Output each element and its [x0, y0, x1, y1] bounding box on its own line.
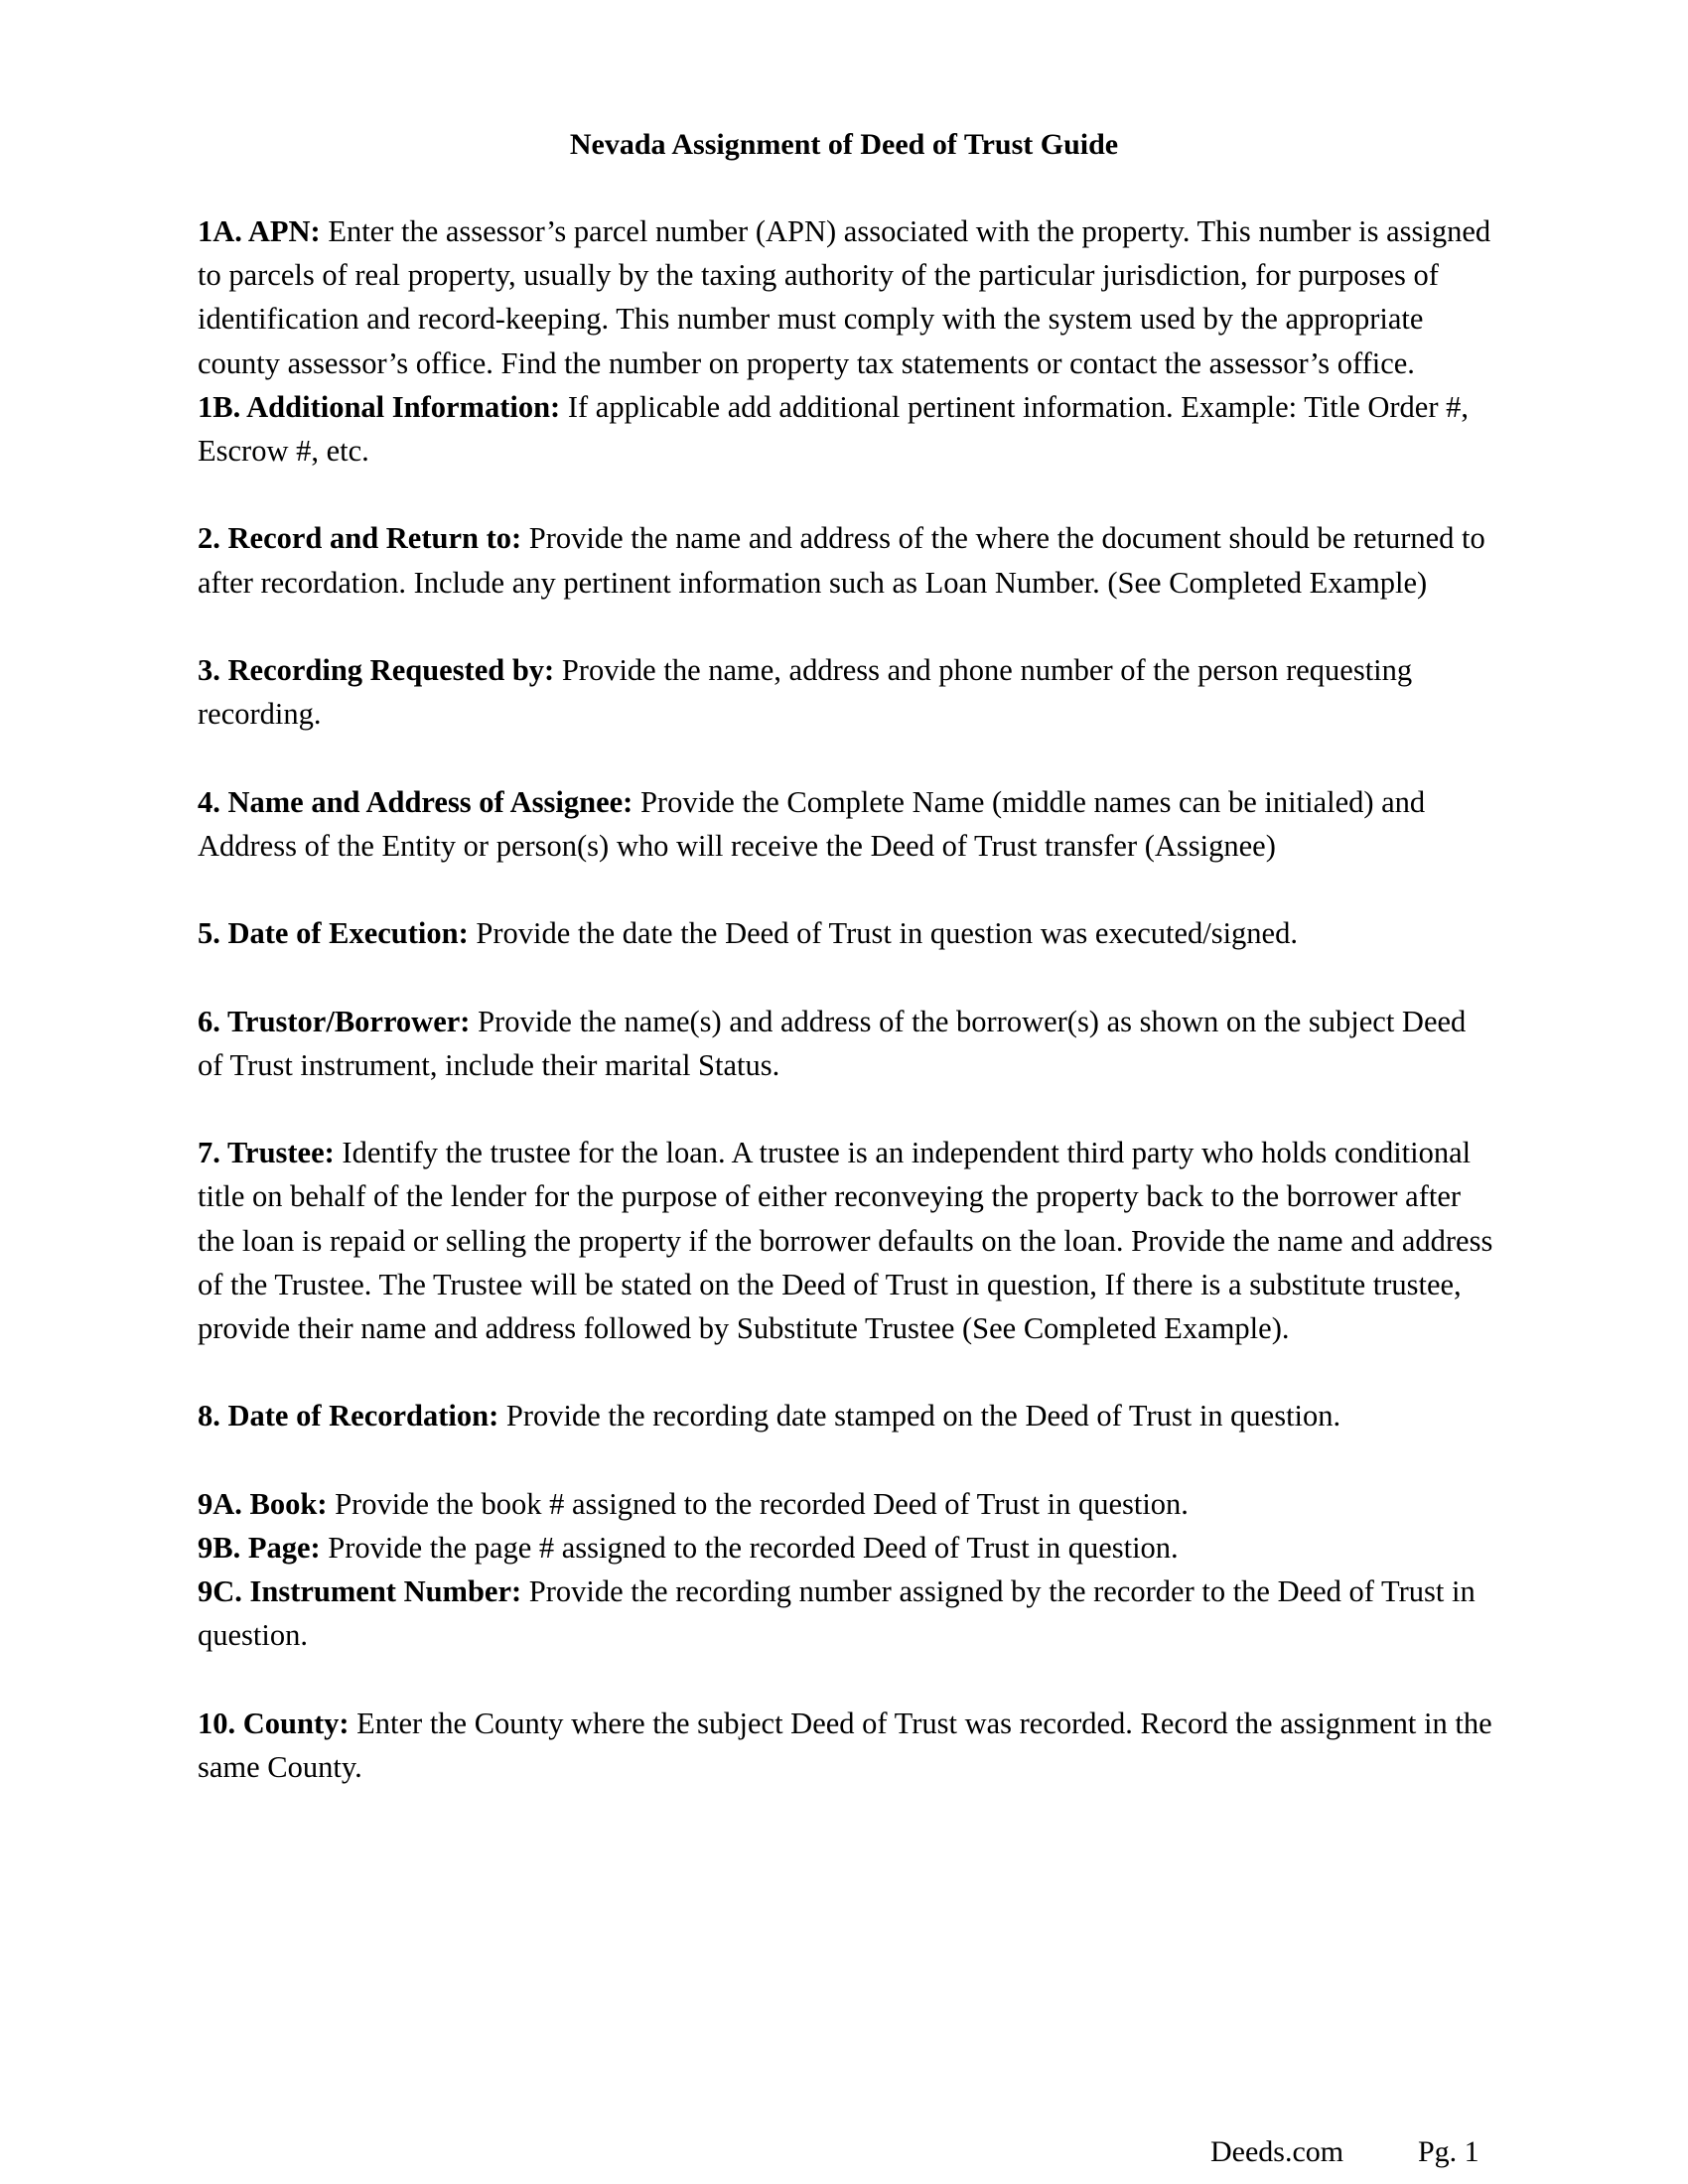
guide-item-label: 9B. Page:	[198, 1530, 321, 1565]
guide-item-text: Identify the trustee for the loan. A trustee is an independent third party who holds conditional title on behalf of the lender for the purpose of either reconveying the property back to the borrower after the loan is repaid or selling the property if the borrower defaults on the loan. Provide the name and address of the Trustee. The Trustee will be stated on the Deed of Trust in question, If there is a substitute trustee, provide their name and address followed by Substitute Trustee (See Completed Example).	[198, 1136, 1493, 1345]
paragraph-spacer	[198, 605, 1498, 648]
guide-item-text: Enter the County where the subject Deed of Trust was recorded. Record the assignment in the same County.	[198, 1706, 1492, 1784]
document-body	[198, 209, 1498, 1789]
guide-item-label: 3. Recording Requested by:	[198, 653, 555, 687]
paragraph-spacer	[198, 1658, 1498, 1702]
guide-item-text: If applicable add additional pertinent information. Example: Title Order #, Escrow #, etc.	[198, 389, 1469, 469]
paragraph-spacer	[198, 1087, 1498, 1131]
paragraph-spacer	[198, 473, 1498, 516]
guide-item-text: Provide the book # assigned to the recorded Deed of Trust in question.	[327, 1486, 1189, 1521]
guide-item-label: 9A. Book:	[198, 1486, 328, 1521]
guide-item-label: 10. County:	[198, 1706, 350, 1740]
document-title: Nevada Assignment of Deed of Trust Guide	[569, 128, 1119, 161]
guide-item	[198, 911, 1498, 955]
guide-item-label: 1A. APN:	[198, 214, 321, 248]
guide-item-label: 5. Date of Execution:	[198, 916, 469, 951]
guide-item-text: Provide the name and address of the where the document should be returned to after recordation. Include any pertinent information such as Loan Number. (See Completed Example)	[198, 521, 1485, 600]
guide-item-label: 4. Name and Address of Assignee:	[198, 784, 633, 819]
guide-item-text: Enter the assessor’s parcel number (APN) associated with the property. This number is assigned to parcels of real property, usually by the taxing authority of the particular jurisdiction, for purposes of identification and record-keeping. This number must comply with the system used by the appropriate county assessor’s office. Find the number on property tax statements or contact the assessor’s office.	[198, 214, 1491, 380]
paragraph-spacer	[198, 1438, 1498, 1482]
guide-item	[198, 780, 1498, 868]
guide-item-label: 9C. Instrument Number:	[198, 1574, 522, 1609]
guide-item-text: Provide the recording number assigned by the recorder to the Deed of Trust in question.	[198, 1574, 1476, 1653]
guide-item	[198, 1131, 1498, 1350]
footer-site-name: Deeds.com	[1210, 2135, 1344, 2168]
guide-item	[198, 1570, 1498, 1657]
guide-item-text: Provide the Complete Name (middle names can be initialed) and Address of the Entity or person(s) who will receive the Deed of Trust transfer (Assignee)	[198, 784, 1426, 863]
guide-item-label: 7. Trustee:	[198, 1136, 335, 1170]
guide-item-text: Provide the name, address and phone number of the person requesting recording.	[198, 653, 1413, 732]
guide-item-label: 2. Record and Return to:	[198, 521, 522, 556]
guide-item-label: 6. Trustor/Borrower:	[198, 1004, 471, 1038]
guide-item	[198, 385, 1498, 473]
guide-item	[198, 1394, 1498, 1437]
paragraph-spacer	[198, 1350, 1498, 1394]
guide-item-text: Provide the name(s) and address of the borrower(s) as shown on the subject Deed of Trust instrument, include their marital Status.	[198, 1004, 1467, 1082]
guide-item	[198, 1702, 1498, 1789]
guide-item	[198, 209, 1498, 385]
guide-item-label: 8. Date of Recordation:	[198, 1399, 499, 1433]
paragraph-spacer	[198, 736, 1498, 779]
guide-item	[198, 1000, 1498, 1087]
guide-item	[198, 648, 1498, 736]
guide-item-label: 1B. Additional Information:	[198, 389, 561, 424]
footer-page-number: Pg. 1	[1418, 2135, 1479, 2168]
paragraph-spacer	[198, 868, 1498, 911]
guide-item-text: Provide the recording date stamped on the Deed of Trust in question.	[498, 1399, 1341, 1433]
guide-item	[198, 1526, 1498, 1570]
guide-item-text: Provide the page # assigned to the recorded Deed of Trust in question.	[320, 1530, 1179, 1565]
guide-item	[198, 1482, 1498, 1526]
guide-item-text: Provide the date the Deed of Trust in question was executed/signed.	[468, 916, 1298, 951]
guide-item	[198, 516, 1498, 604]
paragraph-spacer	[198, 955, 1498, 999]
